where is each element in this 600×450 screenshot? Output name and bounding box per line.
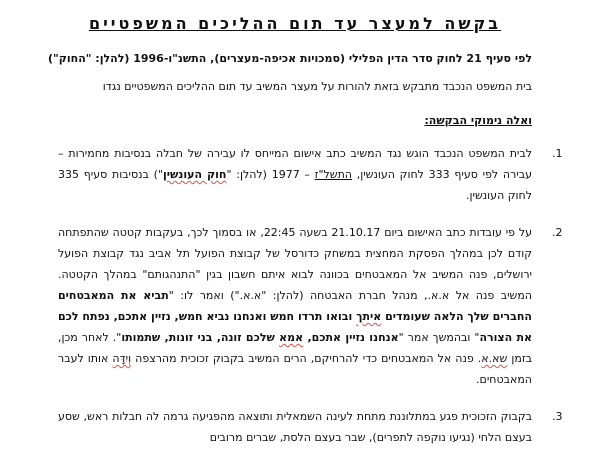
paragraph-text-segment: אמא: [279, 331, 304, 344]
paragraph-text-segment: איתך: [356, 310, 382, 323]
paragraph-text-segment: אותו לעבר המאבטחים.: [58, 352, 532, 386]
paragraph-number: 3.: [552, 410, 563, 423]
document-subtitle: לפי סעיף 21 לחוק סדר הדין הפלילי (סמכויות אכיפה-מעצרים), התשנ"ו-1996 (להלן: "החוק"): [48, 52, 532, 65]
paragraph-text-segment: " ובהמשך אמר ": [398, 331, 480, 344]
paragraph-text-segment: – 1977 (להלן: ": [226, 168, 315, 181]
paragraph-text-segment: ") בנסיבות סעיף 335 לחוק העונשין.: [58, 168, 532, 202]
paragraph-list: [58, 143, 563, 448]
reasons-heading: ואלה נימוקי הבקשה:: [424, 114, 532, 127]
paragraph-text-segment: על פי עובדות כתב האישום ביום 21.10.17 בשעה 22:45, או בסמוך לכך, בעקבות קטטה שהתפתחה קודם לכן במהלך הפסקת המחצית במשחק כדורסל של קבוצת הפועל תל אביב נגד קבוצת הפועל ירושלים, פנה המשיב אל המאבטחים בכוונה לבוא איתם חשבון בגין "התנהגותם" במהלך הקטטה. המשיב פנה אל א.א., מנהל חברת האבטחה (להלן: "א.א.") ואמר לו: ": [58, 226, 532, 302]
paragraph-text-segment: ". לאחר מכן, בזמן: [58, 331, 532, 365]
document-title: בקשה למעצר עד תום ההליכים המשפטיים: [88, 14, 502, 33]
numbered-paragraph: [58, 222, 563, 390]
paragraph-number: 2.: [552, 226, 563, 239]
paragraph-text-segment: תביא את המאבטחים החברים שלך הלאה שעומדים: [58, 289, 532, 323]
paragraph-text-segment: לבית המשפט הנכבד הוגש נגד המשיב כתב אישום המייחס לו עבירה של חבלה בנסיבות מחמירות – עבירה לפי סעיף 333 לחוק העונשין,: [58, 147, 533, 181]
paragraph-text-segment: שא.א: [481, 352, 508, 365]
numbered-paragraph: [58, 406, 563, 448]
paragraph-number: 1.: [552, 147, 563, 160]
numbered-paragraph: [58, 143, 563, 206]
paragraph-text-segment: ובואו תרדו חמש ואנחנו נביא חמש, נזיין אתכם, נפתח לכם את הצורה: [58, 310, 532, 344]
paragraph-text-segment: . פנה אל המאבטחים כדי להרחיקם, הרים המשיב בקבוק זכוכית מהרצפה: [131, 352, 482, 365]
document-intro: בית המשפט הנכבד מתבקש בזאת להורות על מעצר המשיב עד תום ההליכים המשפטיים נגדו: [102, 80, 532, 93]
paragraph-text-segment: וְיִדָּה: [112, 352, 132, 365]
paragraph-text-segment: התשל"ז: [314, 168, 352, 181]
paragraph-text-segment: חוק העונשין: [163, 168, 227, 181]
paragraph-text-segment: בקבוק הזכוכית פגע במתלוננת מתחת לעינה השמאלית ותוצאה מהפגיעה גרמה לה חבלות ראש, שסע בעצם הלחי (נגיעו נוקפה לתפרים), שבר בעצם הלסת, שברים מרובים: [58, 410, 532, 444]
paragraph-text-segment: אנחנו נזיין אתכם,: [303, 331, 399, 344]
paragraph-text-segment: שלכם זונה, בני זונות, שתמותו: [121, 331, 280, 344]
